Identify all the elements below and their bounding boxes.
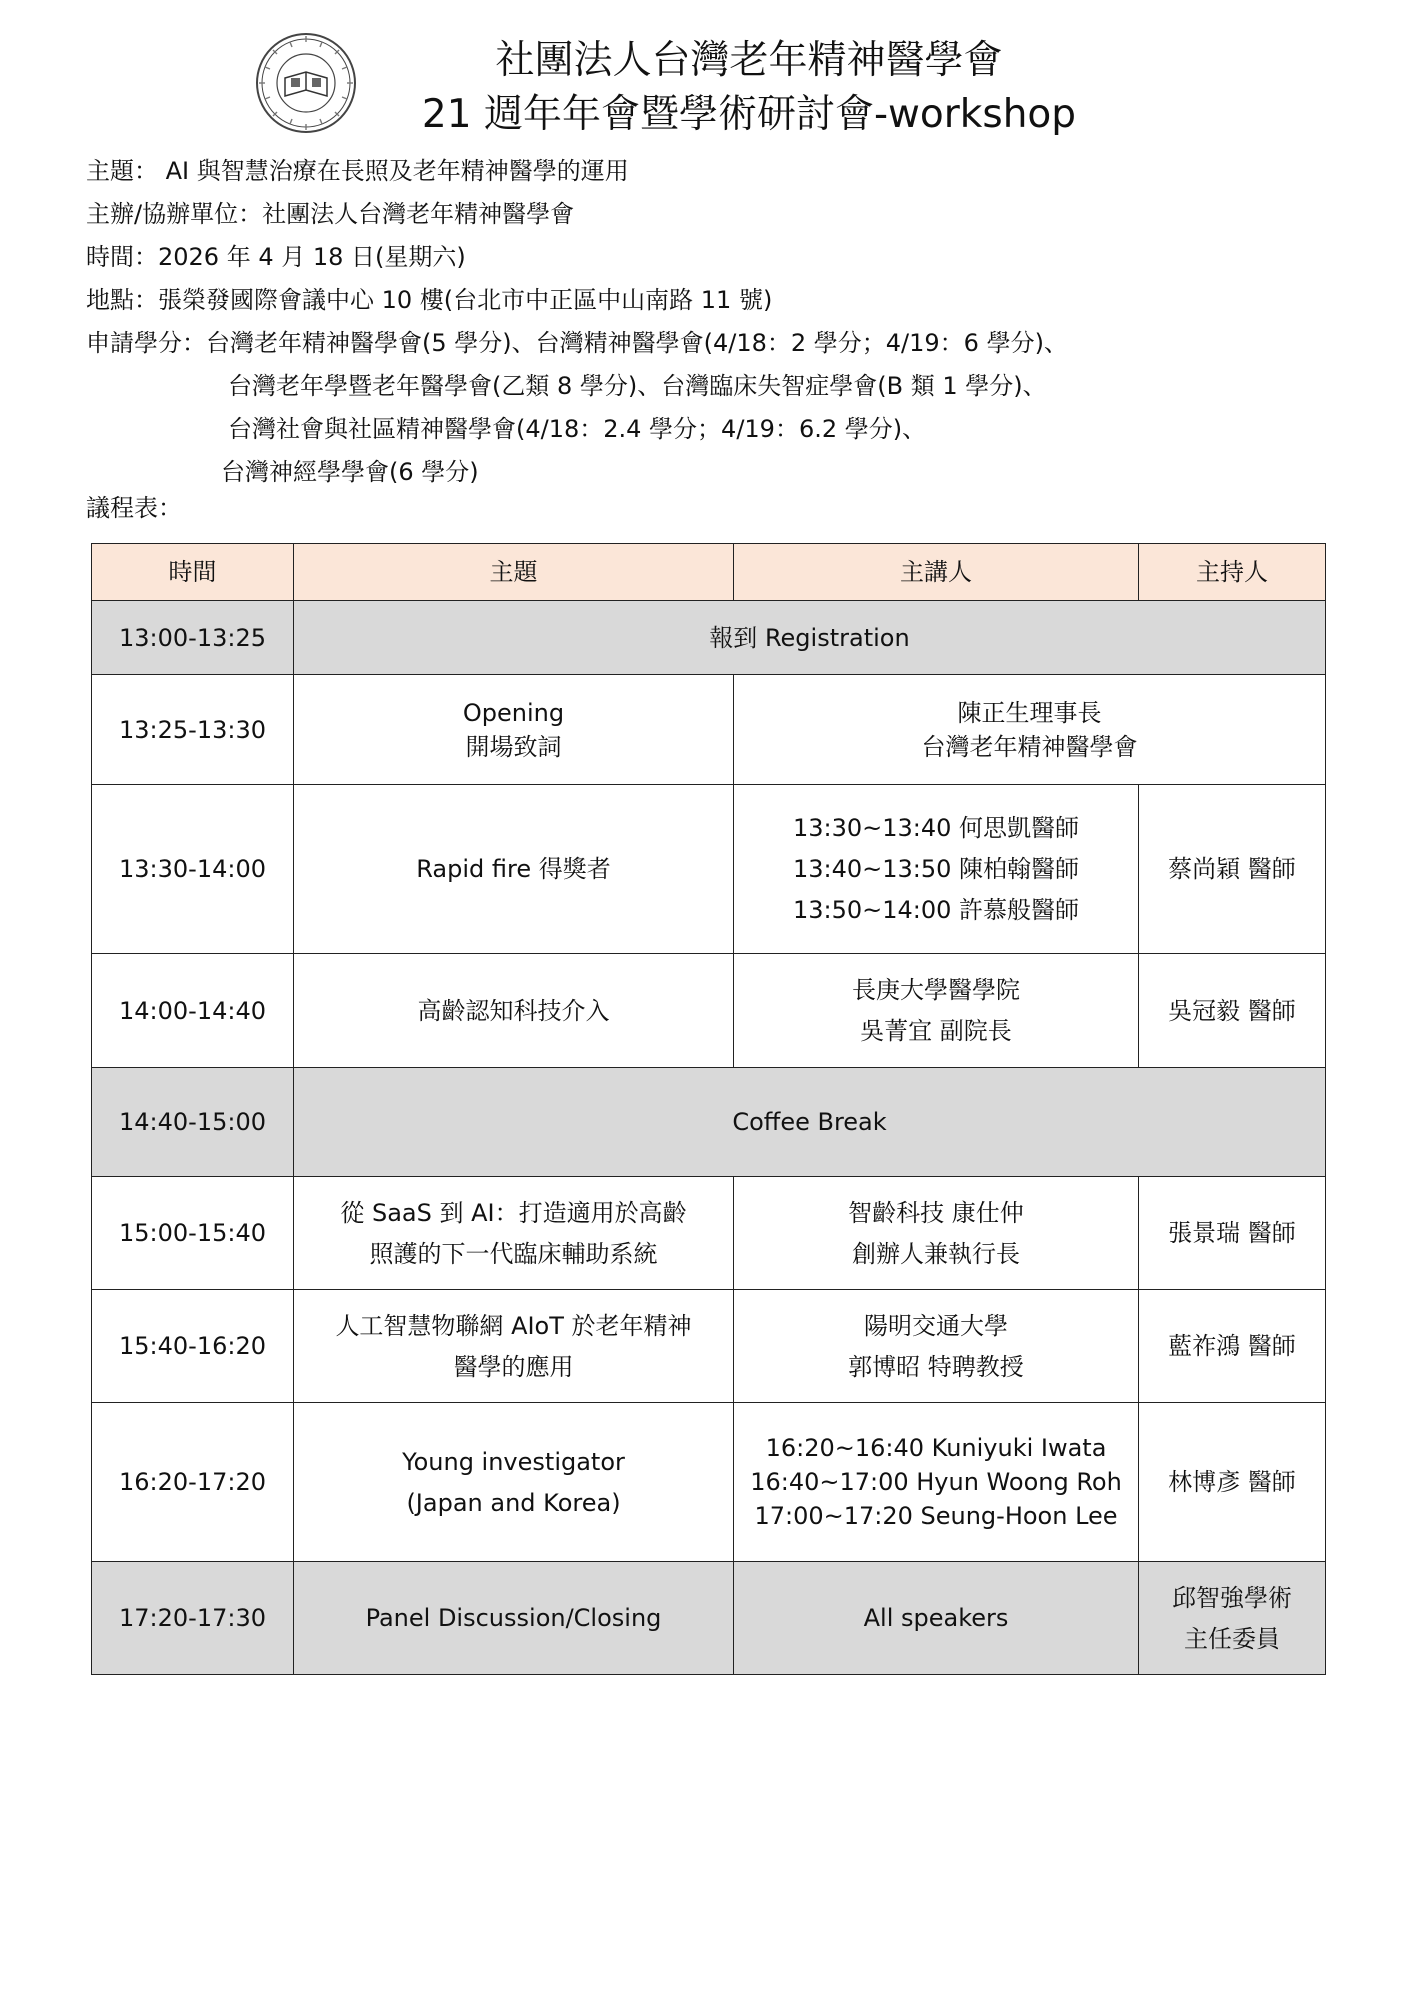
- row-speaker: [734, 1177, 1139, 1290]
- time-line: 時間：2026 年 4 月 18 日(星期六): [86, 243, 466, 271]
- table-row: [92, 601, 1326, 675]
- row-span-label: Coffee Break: [294, 1068, 1326, 1177]
- row-speaker: [734, 675, 1326, 785]
- theme-line: 主題： AI 與智慧治療在長照及老年精神醫學的運用: [86, 157, 629, 185]
- agenda-header-row: [92, 544, 1326, 601]
- speaker-line: 郭博昭 特聘教授: [848, 1352, 1024, 1381]
- credits-line-2: 台灣老年學暨老年醫學會(乙類 8 學分)、台灣臨床失智症學會(B 類 1 學分)、: [228, 372, 1047, 400]
- row-speaker: [734, 1290, 1139, 1403]
- row-time: 16:20-17:20: [92, 1403, 294, 1562]
- table-row: [92, 1403, 1326, 1562]
- table-row: [92, 1177, 1326, 1290]
- speaker-line: 13:30~13:40 何思凱醫師: [792, 814, 1080, 842]
- speaker-line: 13:50~14:00 許慕般醫師: [792, 896, 1080, 924]
- table-row: [92, 1562, 1326, 1675]
- row-moderator: 蔡尚穎 醫師: [1139, 785, 1326, 954]
- row-moderator: [1139, 1562, 1326, 1675]
- speaker-line: 16:20~16:40 Kuniyuki Iwata: [765, 1434, 1107, 1462]
- row-topic: 高齡認知科技介入: [294, 954, 734, 1068]
- speaker-line: 13:40~13:50 陳柏翰醫師: [792, 855, 1080, 883]
- row-topic: [294, 1403, 734, 1562]
- moderator-line: 主任委員: [1184, 1624, 1280, 1653]
- speaker-line: 智齡科技 康仕仲: [848, 1198, 1024, 1227]
- row-topic: [294, 1177, 734, 1290]
- speaker-line: 16:40~17:00 Hyun Woong Roh: [750, 1468, 1122, 1496]
- speaker-line: 長庚大學醫學院: [852, 976, 1020, 1004]
- header-time: 時間: [92, 544, 294, 601]
- row-time: 17:20-17:30: [92, 1562, 294, 1675]
- table-row: [92, 785, 1326, 954]
- row-time: 13:00-13:25: [92, 601, 294, 675]
- row-moderator: 張景瑞 醫師: [1139, 1177, 1326, 1290]
- speaker-line: 台灣老年精神醫學會: [921, 732, 1138, 761]
- speaker-line: 陳正生理事長: [957, 698, 1102, 727]
- header-moderator: 主持人: [1139, 544, 1326, 601]
- agenda-label: 議程表：: [86, 494, 182, 522]
- credits-line-1: 申請學分：台灣老年精神醫學會(5 學分)、台灣精神醫學會(4/18：2 學分；4/19：6 學分)、: [86, 329, 1068, 357]
- row-time: 14:40-15:00: [92, 1068, 294, 1177]
- venue-line: 地點：張榮發國際會議中心 10 樓(台北市中正區中山南路 11 號): [86, 286, 773, 314]
- moderator-line: 邱智強學術: [1172, 1583, 1292, 1612]
- row-speaker: [734, 954, 1139, 1068]
- table-row: [92, 1068, 1326, 1177]
- row-time: 15:00-15:40: [92, 1177, 294, 1290]
- topic-line: 從 SaaS 到 AI：打造適用於高齡: [340, 1198, 687, 1227]
- speaker-line: 陽明交通大學: [864, 1311, 1008, 1340]
- speaker-line: 17:00~17:20 Seung-Hoon Lee: [754, 1502, 1118, 1530]
- row-topic: Rapid fire 得獎者: [294, 785, 734, 954]
- row-topic: Panel Discussion/Closing: [294, 1562, 734, 1675]
- organizer-line: 主辦/協辦單位：社團法人台灣老年精神醫學會: [86, 200, 575, 228]
- topic-line: Opening: [462, 698, 565, 727]
- table-row: [92, 1290, 1326, 1403]
- row-span-label: 報到 Registration: [294, 601, 1326, 675]
- speaker-line: 吳菁宜 副院長: [860, 1017, 1012, 1045]
- row-moderator: 藍祚鴻 醫師: [1139, 1290, 1326, 1403]
- table-row: [92, 675, 1326, 785]
- row-time: 13:25-13:30: [92, 675, 294, 785]
- row-time: 15:40-16:20: [92, 1290, 294, 1403]
- topic-line: 照護的下一代臨床輔助系統: [369, 1239, 658, 1268]
- row-speaker: [734, 1403, 1139, 1562]
- credits-line-3: 台灣社會與社區精神醫學會(4/18：2.4 學分；4/19：6.2 學分)、: [228, 415, 927, 443]
- header-speaker: 主講人: [734, 544, 1139, 601]
- row-topic: [294, 675, 734, 785]
- row-moderator: 林博彥 醫師: [1139, 1403, 1326, 1562]
- topic-line: 人工智慧物聯網 AIoT 於老年精神: [335, 1311, 692, 1340]
- row-speaker: [734, 785, 1139, 954]
- topic-line: (Japan and Korea): [406, 1488, 621, 1517]
- row-time: 14:00-14:40: [92, 954, 294, 1068]
- credits-line-4: 台灣神經學學會(6 學分): [221, 458, 479, 486]
- row-moderator: 吳冠毅 醫師: [1139, 954, 1326, 1068]
- document-title: 社團法人台灣老年精神醫學會: [495, 38, 1003, 83]
- header-topic: 主題: [294, 544, 734, 601]
- agenda-table: [91, 543, 1326, 1675]
- topic-line: 醫學的應用: [453, 1352, 574, 1381]
- row-speaker: All speakers: [734, 1562, 1139, 1675]
- row-time: 13:30-14:00: [92, 785, 294, 954]
- table-row: [92, 954, 1326, 1068]
- speaker-line: 創辦人兼執行長: [852, 1239, 1020, 1268]
- document-subtitle: 21 週年年會暨學術研討會-workshop: [421, 92, 1077, 137]
- topic-line: Young investigator: [402, 1447, 625, 1476]
- row-topic: [294, 1290, 734, 1403]
- topic-line: 開場致詞: [465, 732, 562, 761]
